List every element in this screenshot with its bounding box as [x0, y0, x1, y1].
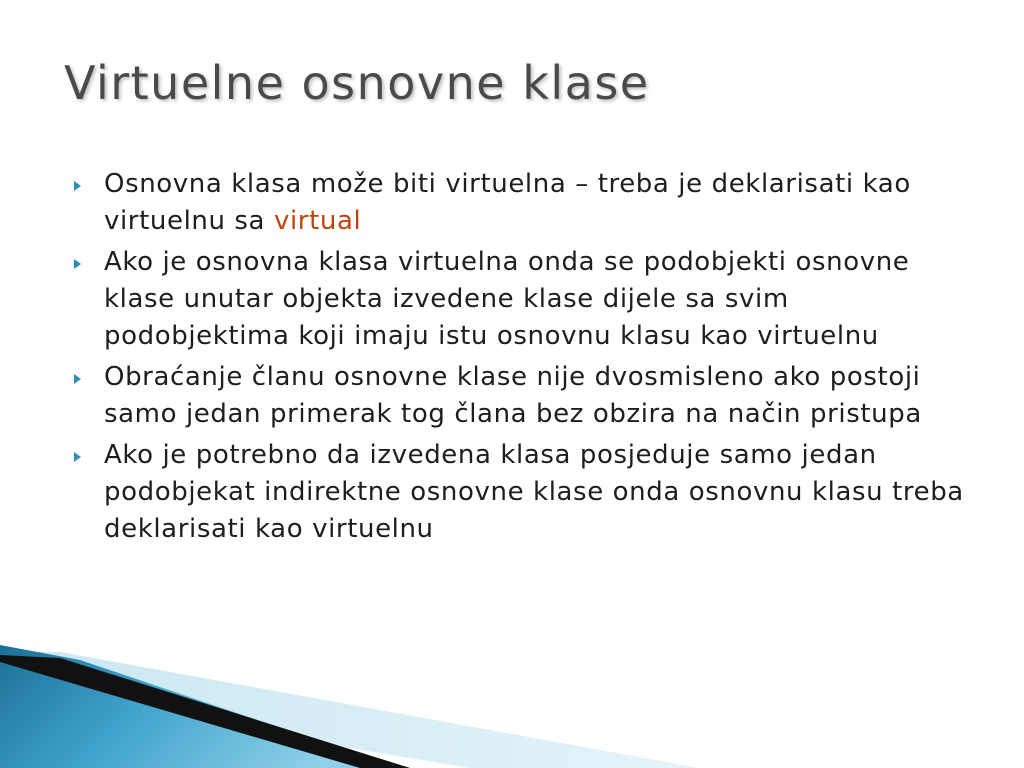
bullet-keyword: virtual [273, 206, 362, 236]
bullet-text: Osnovna klasa može biti virtuelna – treba je deklarisati kao virtuelnu sa [104, 169, 911, 236]
slide-title: Virtuelne osnovne klase [64, 56, 650, 110]
bullet-text: Ako je potrebno da izvedena klasa posjeduje samo jedan podobjekat indirektne osnovne klase onda osnovnu klasu treba deklarisati kao virtuelnu [104, 440, 964, 544]
bullet-text: Obraćanje članu osnovne klase nije dvosmisleno ako postoji samo jedan primerak tog člana bez obzira na način pristupa [104, 362, 922, 429]
bullet-text: Ako je osnovna klasa virtuelna onda se podobjekti osnovne klase unutar objekta izvedene klase dijele sa svim podobjektima koji imaju istu osnovnu klasu kao virtuelnu [104, 247, 910, 351]
